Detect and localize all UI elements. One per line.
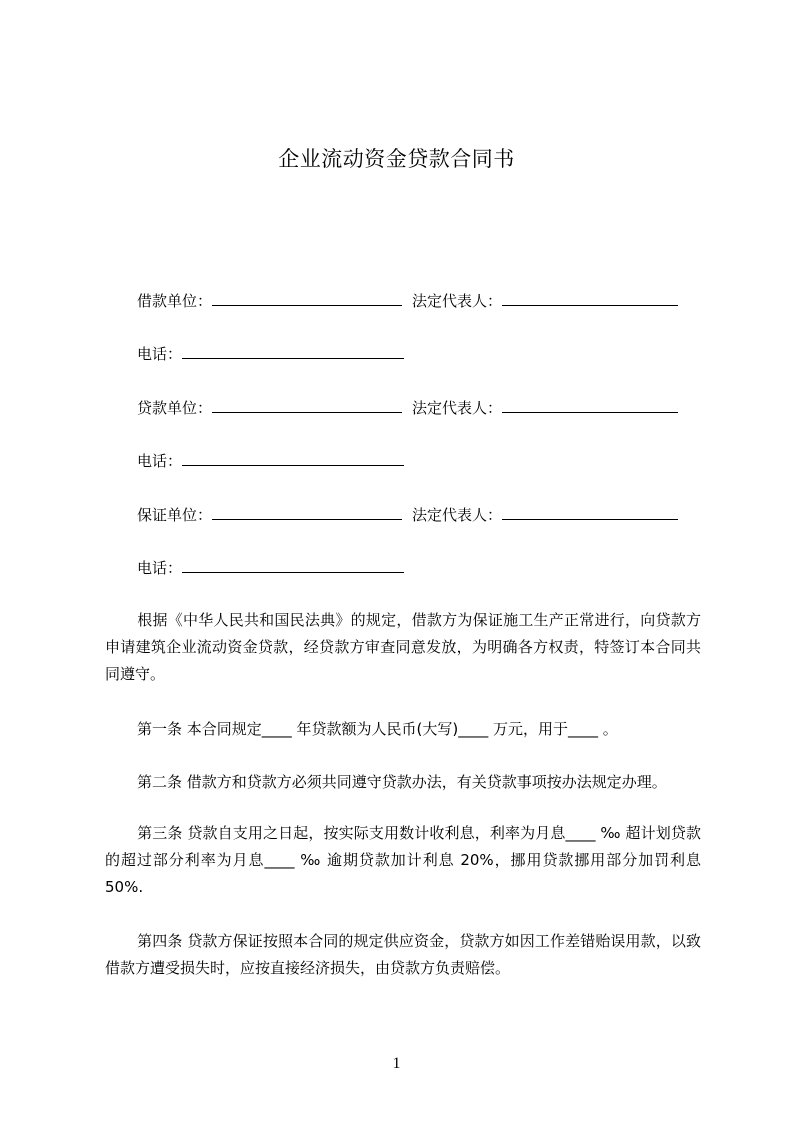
borrower-rep-label: 法定代表人： — [412, 292, 503, 310]
article-3-text: 第三条 贷款自支用之日起，按实际支用数计收利息，利率为月息____ ‰ 超计划贷款的超过部分利率为月息____ ‰ 逾期贷款加计利息 20%，挪用贷款挪用部分加罚利息 50%. — [105, 824, 701, 896]
lender-unit-field[interactable] — [212, 398, 402, 413]
lender-rep-field[interactable] — [502, 398, 678, 413]
borrower-row — [137, 291, 678, 311]
guarantor-phone-row — [137, 558, 404, 578]
borrower-phone-row — [137, 344, 404, 364]
article-4-paragraph — [105, 928, 701, 982]
guarantor-rep-label: 法定代表人： — [412, 506, 503, 524]
borrower-phone-field[interactable] — [182, 344, 404, 359]
guarantor-phone-label: 电话： — [137, 559, 183, 577]
article-3-paragraph — [105, 820, 701, 901]
article-2: 第二条 借款方和贷款方必须共同遵守贷款办法，有关贷款事项按办法规定办理。 — [137, 773, 667, 791]
preamble-text: 根据《中华人民共和国民法典》的规定，借款方为保证施工生产正常进行，向贷款方申请建筑企业流动资金贷款，经贷款方审查同意发放，为明确各方权责，特签订本合同共同遵守。 — [105, 611, 701, 683]
borrower-rep-field[interactable] — [502, 291, 678, 306]
document-title: 企业流动资金贷款合同书 — [278, 147, 515, 171]
guarantor-unit-field[interactable] — [212, 505, 402, 520]
guarantor-phone-field[interactable] — [182, 558, 404, 573]
borrower-unit-field[interactable] — [212, 291, 402, 306]
lender-row — [137, 398, 678, 418]
page-number: 1 — [392, 1055, 401, 1072]
guarantor-rep-field[interactable] — [502, 505, 678, 520]
borrower-phone-label: 电话： — [137, 345, 183, 363]
guarantor-unit-label: 保证单位： — [137, 506, 213, 524]
article-1: 第一条 本合同规定____ 年贷款额为人民币(大写)____ 万元，用于____ 。 — [137, 720, 618, 738]
article-4-text: 第四条 贷款方保证按照本合同的规定供应资金，贷款方如因工作差错贻误用款，以致借款方遭受损失时，应按直接经济损失，由贷款方负责赔偿。 — [105, 932, 701, 977]
guarantor-row — [137, 505, 678, 525]
lender-phone-row — [137, 451, 404, 471]
preamble-paragraph — [105, 607, 701, 688]
lender-rep-label: 法定代表人： — [412, 399, 503, 417]
lender-phone-label: 电话： — [137, 452, 183, 470]
borrower-unit-label: 借款单位： — [137, 292, 213, 310]
lender-unit-label: 贷款单位： — [137, 399, 213, 417]
lender-phone-field[interactable] — [182, 451, 404, 466]
